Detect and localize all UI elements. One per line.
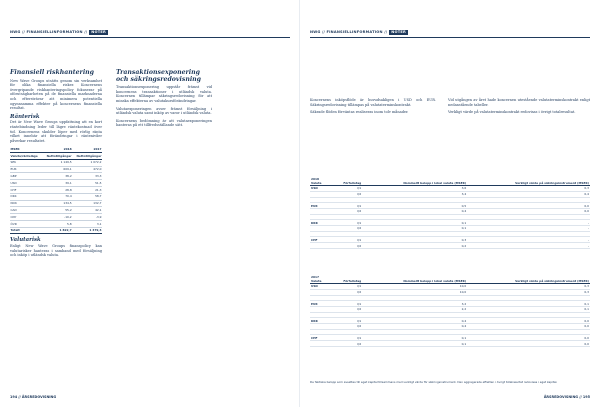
table-cell: 1 822,7 bbox=[42, 227, 72, 234]
right-page bbox=[300, 0, 600, 407]
table-cell: 0,1 bbox=[362, 335, 467, 341]
table-header: 2018 bbox=[42, 146, 72, 152]
table-cell: - bbox=[467, 226, 590, 232]
paragraph: Valutaexponeringen avser främst försäljning i utländsk valuta samt inköp av varor i utländsk valuta. bbox=[116, 106, 212, 116]
table-cell: Q1 bbox=[330, 203, 362, 209]
table-cell: 0,1 bbox=[467, 306, 590, 312]
heading-transaction-exposure: Transaktionsexponering och säkringsredovisning bbox=[116, 69, 201, 83]
paragraph: Verkligt värde på valutaterminskontrakt redovisas i övrigt totalresultat. bbox=[448, 110, 576, 115]
table-cell: 39,1 bbox=[42, 180, 72, 187]
left-column-2 bbox=[116, 70, 212, 131]
table-cell bbox=[310, 341, 330, 347]
table-cell: Q1 bbox=[330, 335, 362, 341]
table-year: 2017 Valuta bbox=[310, 274, 330, 284]
header-badge: NOTER bbox=[391, 30, 406, 34]
table-cell: 1 072,2 bbox=[72, 159, 102, 166]
table-total-row bbox=[10, 227, 102, 234]
table-subheader: Nettotillgångar bbox=[72, 153, 102, 160]
paragraph: Vid utgången av året hade koncernen utestående valutaterminskontrakt enligt nedanstående tabeller. bbox=[448, 98, 590, 107]
header-rule bbox=[10, 37, 290, 38]
table-cell: Q1 bbox=[330, 220, 362, 226]
table-cell: EUR bbox=[310, 301, 330, 307]
right-column-1 bbox=[310, 98, 436, 118]
table-cell: Q2 bbox=[330, 226, 362, 232]
table-cell: Q1 bbox=[330, 284, 362, 290]
table-cell: 2,2 bbox=[362, 306, 467, 312]
paragraph: Säkrade flöden förväntas realiseras inom tolv månader. bbox=[310, 110, 409, 115]
table-header: MSEK bbox=[10, 146, 42, 152]
page-footer-right: ÅRSREDOVISNING // 195 bbox=[543, 395, 590, 399]
table-cell: 42,1 bbox=[72, 207, 102, 214]
table-cell: 70,4 bbox=[42, 193, 72, 200]
table-cell: -10,2 bbox=[42, 214, 72, 221]
page-footer-left: 194 // ÅRSREDOVISNING bbox=[10, 395, 57, 399]
table-cell: Q1 bbox=[330, 186, 362, 192]
table-cell: 3,1 bbox=[72, 220, 102, 227]
table-cell: Q2 bbox=[330, 341, 362, 347]
table-cell: 0,4 bbox=[362, 324, 467, 330]
table-cell: ÖVR bbox=[10, 220, 42, 227]
table-cell: 0,1 bbox=[362, 220, 467, 226]
table-cell: GBP bbox=[10, 173, 42, 180]
table-cell: CAD bbox=[10, 207, 42, 214]
table-cell: 472,0 bbox=[72, 166, 102, 173]
table-subheader: Nettotillgångar bbox=[42, 153, 72, 160]
table-cell: Q2 bbox=[330, 191, 362, 197]
table-header: Verkligt värde på säkringsinstrument (MSEK) bbox=[467, 176, 590, 186]
paragraph: Koncernens inköpsflöde är huvudsakligen i USD och EUR. Säkringsredovisning tillämpas på valutaterminskontrakt. bbox=[310, 98, 436, 107]
header-section: NWG // FINANSIELLINFORMATION // bbox=[10, 30, 88, 34]
table-cell: Totalt bbox=[10, 227, 42, 234]
table-cell: 0,1 bbox=[467, 301, 590, 307]
table-cell: 609,1 bbox=[42, 166, 72, 173]
table-row bbox=[310, 341, 590, 347]
table-row bbox=[10, 220, 102, 227]
table-cell: 0,0 bbox=[467, 341, 590, 347]
table-cell: 0,0 bbox=[467, 208, 590, 214]
paragraph: Transaktionsexponering uppstår främst vid koncernens transaktioner i utländsk valuta. Koncernen tillämpar säkringsredovisning för att minska effekterna av valutakursförändringar. bbox=[116, 85, 212, 103]
table-cell: Q2 bbox=[330, 324, 362, 330]
table-cell: 21,3 bbox=[72, 187, 102, 194]
left-column-1 bbox=[10, 70, 102, 261]
table-cell: 3,2 bbox=[362, 301, 467, 307]
table-year: 2018 Valuta bbox=[310, 176, 330, 186]
table-cell: 58,7 bbox=[72, 193, 102, 200]
table-row bbox=[10, 193, 102, 200]
table-cell: 1 479,4 bbox=[72, 227, 102, 234]
table-cell: 5,8 bbox=[42, 220, 72, 227]
table-cell: 10,0 bbox=[362, 284, 467, 290]
table-cell: 10,0 bbox=[362, 289, 467, 295]
table-header: Nominellt belopp i lokal valuta (MSEK) bbox=[362, 274, 467, 284]
table-row bbox=[10, 166, 102, 173]
header-badge: NOTER bbox=[91, 30, 106, 34]
table-cell: DKK bbox=[10, 193, 42, 200]
table-cell: CNY bbox=[10, 214, 42, 221]
table-cell: EUR bbox=[310, 203, 330, 209]
table-cell: Q1 bbox=[330, 301, 362, 307]
table-cell: - bbox=[467, 237, 590, 243]
table-cell: USD bbox=[10, 180, 42, 187]
table-subheader: Valuta/ränteläge bbox=[10, 153, 42, 160]
table-cell: 134,5 bbox=[42, 200, 72, 207]
table-cell: 51,5 bbox=[72, 180, 102, 187]
page-header-left bbox=[10, 28, 290, 36]
table-cell: 0,0 bbox=[467, 318, 590, 324]
table-cell bbox=[310, 243, 330, 249]
net-assets-table bbox=[10, 146, 102, 234]
table-cell: Q1 bbox=[330, 318, 362, 324]
table-cell: 0,0 bbox=[467, 335, 590, 341]
table-cell: USD bbox=[310, 186, 330, 192]
table-cell: Q2 bbox=[330, 289, 362, 295]
table-cell: 1 149,5 bbox=[42, 159, 72, 166]
table-cell: USD bbox=[310, 284, 330, 290]
table-cell: CHF bbox=[310, 237, 330, 243]
table-cell: SEK bbox=[10, 159, 42, 166]
table-row bbox=[10, 173, 102, 180]
table-cell: - bbox=[467, 243, 590, 249]
table-footnote: De faktiska belopp som avsettes till eget kapital tillsammans med verkligt värde för säkringsinstrument. Den aggregerade effekten i övrigt totalresultat redovisas i eget kapital. bbox=[310, 380, 558, 384]
table-cell: 0,4 bbox=[362, 208, 467, 214]
table-cell: 132,7 bbox=[72, 200, 102, 207]
table-header: Verkligt värde på säkringsinstrument (MSEK) bbox=[467, 274, 590, 284]
table-cell: EUR bbox=[10, 166, 42, 173]
table-cell: NOK bbox=[10, 200, 42, 207]
paragraph: New Wave Groups utsätts genom sin verksamhet för olika finansiella risker. Koncernens övergripande riskhanteringspolicy fokuserar på oförutsägbarheten på de finansiella marknaderna och eftersträvar att minimera potentiella ogynnsamma effekter på koncernens finansiella resultat. bbox=[10, 78, 102, 111]
table-cell: CHF bbox=[310, 335, 330, 341]
heading-financial-risk: Finansiell riskhantering bbox=[10, 69, 94, 76]
table-row bbox=[310, 243, 590, 249]
header-section: NWG // FINANSIELLINFORMATION // bbox=[310, 30, 388, 34]
table-row bbox=[10, 207, 102, 214]
hedge-table-2017 bbox=[310, 274, 590, 347]
table-cell: 0,3 bbox=[362, 237, 467, 243]
table-cell: 0,0 bbox=[467, 203, 590, 209]
table-cell: DKK bbox=[310, 220, 330, 226]
table-cell: 0,1 bbox=[362, 226, 467, 232]
header-rule bbox=[310, 37, 590, 38]
table-header: Förfallotag bbox=[330, 274, 362, 284]
table-row bbox=[10, 180, 102, 187]
table-row bbox=[10, 214, 102, 221]
table-cell: CHF bbox=[10, 187, 42, 194]
paragraph: Det är New Wave Groups uppfattning att en kort räntebindning leder till lägre räntekostnad över tid. Koncernens skulder löper med rörlig ränta vilket innebär att förändringar i räntenivåer påverkar resultatet. bbox=[10, 120, 102, 143]
right-column-2 bbox=[448, 98, 590, 118]
table-cell: 55,2 bbox=[42, 207, 72, 214]
page-header-right bbox=[310, 28, 590, 36]
table-header: Förfallotag bbox=[330, 176, 362, 186]
table-row bbox=[10, 159, 102, 166]
paragraph: Enligt New Wave Groups finanspolicy kan valutarisker hanteras i samband med försäljning och inköp i utländsk valuta. bbox=[10, 244, 102, 258]
table-cell: 0,0 bbox=[467, 324, 590, 330]
table-cell: 0,3 bbox=[467, 186, 590, 192]
table-cell: Q2 bbox=[330, 208, 362, 214]
table-cell: 0,3 bbox=[467, 289, 590, 295]
table-cell: 0,3 bbox=[467, 284, 590, 290]
table-cell: 3,4 bbox=[362, 191, 467, 197]
table-cell: 0,4 bbox=[467, 191, 590, 197]
hedge-table-2018 bbox=[310, 176, 590, 249]
table-cell: 0,2 bbox=[362, 243, 467, 249]
table-header: Nominellt belopp i lokal valuta (MSEK) bbox=[362, 176, 467, 186]
table-cell: 0,1 bbox=[362, 341, 467, 347]
table-cell: - bbox=[467, 220, 590, 226]
table-cell: 0,5 bbox=[362, 203, 467, 209]
table-cell: Q1 bbox=[330, 237, 362, 243]
table-cell: -3,9 bbox=[72, 214, 102, 221]
table-cell: 28,8 bbox=[42, 187, 72, 194]
table-cell: Q2 bbox=[330, 306, 362, 312]
heading-interest-risk: Ränterisk bbox=[10, 113, 40, 120]
table-header: 2017 bbox=[72, 146, 102, 152]
table-row bbox=[10, 200, 102, 207]
table-cell: 3,6 bbox=[362, 186, 467, 192]
heading-currency-risk: Valutarisk bbox=[10, 237, 41, 244]
table-row bbox=[10, 187, 102, 194]
paragraph: Koncernens bedömning är att valutaexponeringen hanteras på ett tillfredsställande sätt. bbox=[116, 118, 212, 128]
table-cell: 33,3 bbox=[72, 173, 102, 180]
table-cell: 38,2 bbox=[42, 173, 72, 180]
table-cell: 0,4 bbox=[362, 318, 467, 324]
table-cell: DKK bbox=[310, 318, 330, 324]
table-cell: Q2 bbox=[330, 243, 362, 249]
